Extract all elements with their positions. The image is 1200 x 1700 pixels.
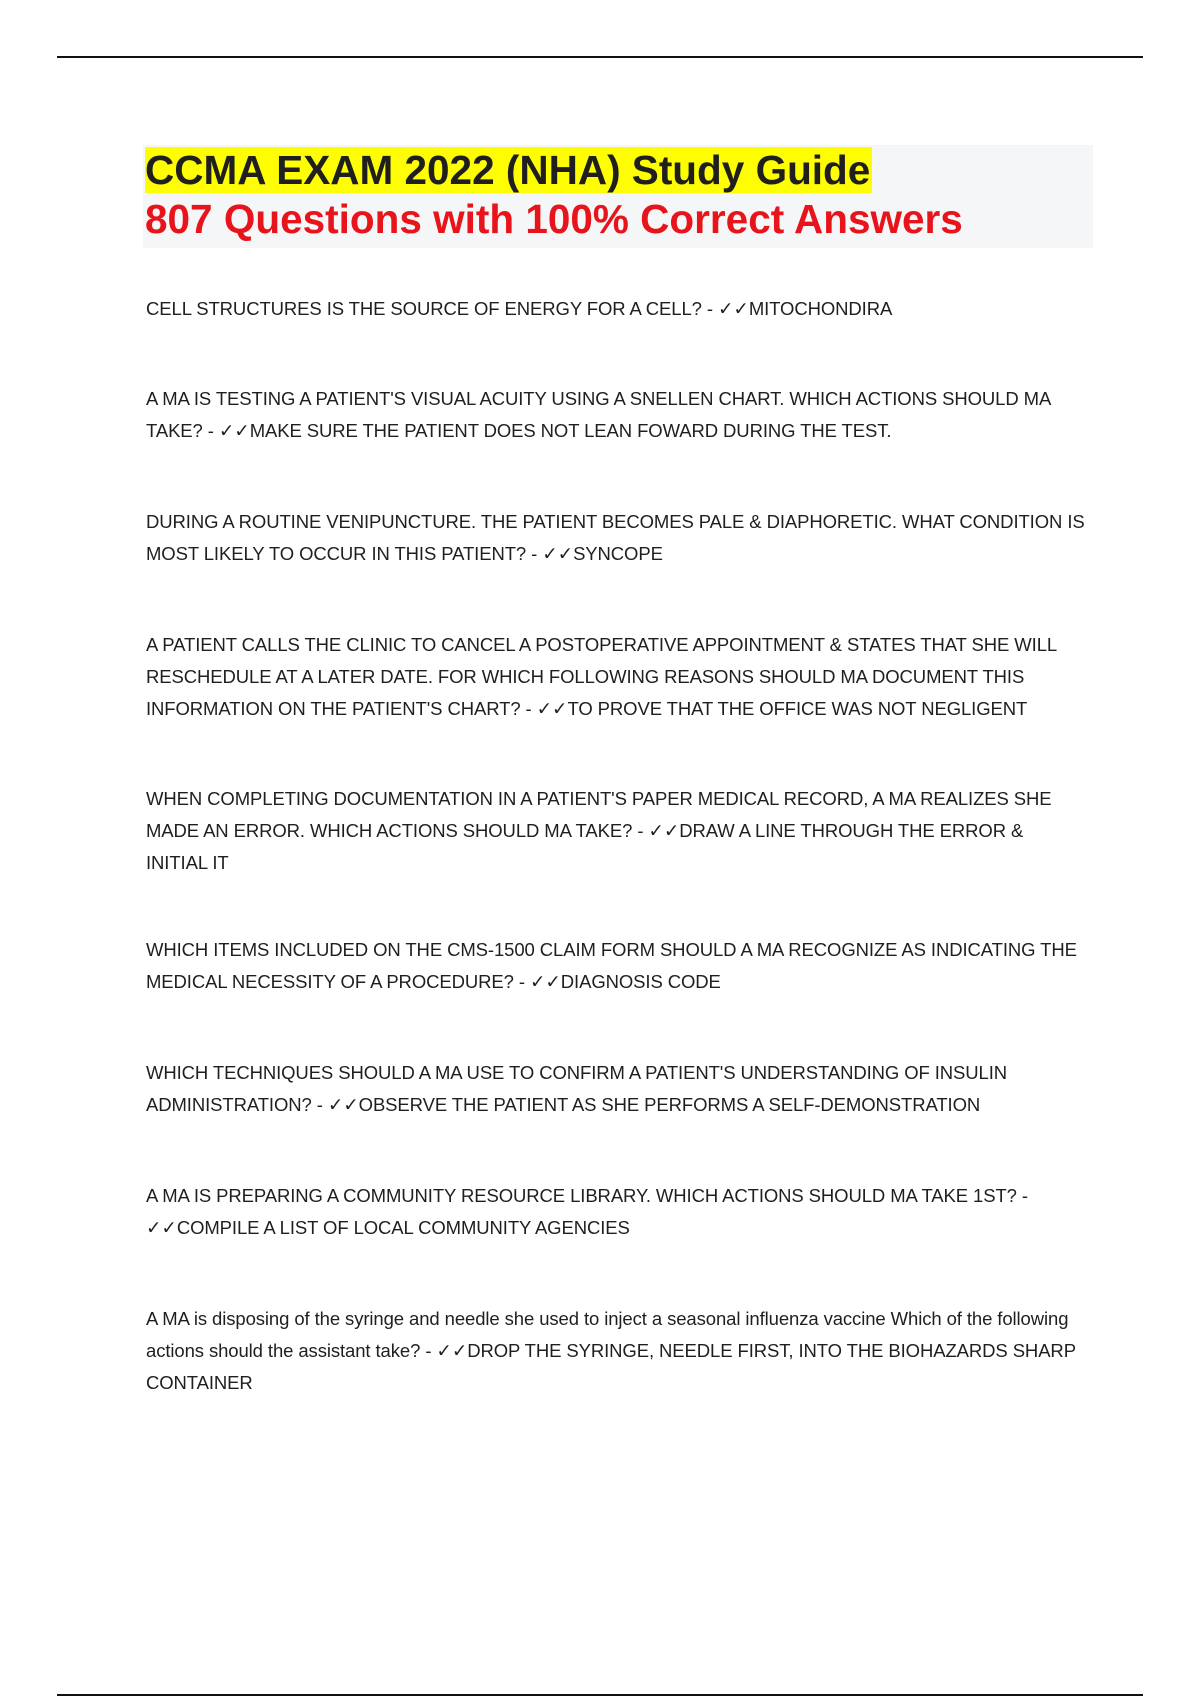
document-subtitle: 807 Questions with 100% Correct Answers [145, 196, 963, 242]
check-icon: ✓✓ [327, 1094, 359, 1115]
answer-text: DRAW A LINE THROUGH THE ERROR & INITIAL IT [146, 820, 1024, 873]
top-rule [57, 56, 1143, 58]
qa-item [146, 383, 1086, 447]
question-text: A MA IS PREPARING A COMMUNITY RESOURCE LIBRARY. WHICH ACTIONS SHOULD MA TAKE 1ST? [146, 1185, 1017, 1206]
check-icon: ✓✓ [718, 298, 749, 319]
check-icon: ✓✓ [529, 971, 561, 992]
qa-item [146, 629, 1086, 725]
question-text: A MA is disposing of the syringe and needle she used to inject a seasonal influenza vaccine Which of the following actions should the assistant take? [146, 1308, 1069, 1361]
qa-item [146, 506, 1086, 570]
separator: - [701, 298, 719, 319]
question-text: DURING A ROUTINE VENIPUNCTURE. THE PATIENT BECOMES PALE & DIAPHORETIC. WHAT CONDITION IS MOST LIKELY TO OCCUR IN THIS PATIENT? [146, 511, 1085, 564]
answer-text: COMPILE A LIST OF LOCAL COMMUNITY AGENCIES [176, 1217, 630, 1238]
answer-text: DIAGNOSIS CODE [560, 971, 721, 992]
check-icon: ✓✓ [542, 543, 574, 564]
check-icon: ✓✓ [536, 698, 568, 719]
separator: - [520, 698, 537, 719]
separator: - [202, 420, 219, 441]
question-text: WHICH TECHNIQUES SHOULD A MA USE TO CONFIRM A PATIENT'S UNDERSTANDING OF INSULIN ADMINISTRATION? [146, 1062, 1008, 1115]
question-text: CELL STRUCTURES IS THE SOURCE OF ENERGY FOR A CELL? [146, 298, 702, 319]
check-icon: ✓✓ [648, 820, 680, 841]
qa-item [146, 1180, 1086, 1244]
check-icon: ✓✓ [436, 1340, 468, 1361]
document-title [145, 146, 872, 194]
title-highlight: CCMA EXAM 2022 (NHA) Study Guide [145, 147, 871, 193]
separator: - [311, 1094, 328, 1115]
question-text: WHICH ITEMS INCLUDED ON THE CMS-1500 CLAIM FORM SHOULD A MA RECOGNIZE AS INDICATING THE MEDICAL NECESSITY OF A PROCEDURE? [146, 939, 1077, 992]
separator: - [513, 971, 530, 992]
separator: - [632, 820, 649, 841]
question-text: A MA IS TESTING A PATIENT'S VISUAL ACUITY USING A SNELLEN CHART. WHICH ACTIONS SHOULD MA TAKE? [146, 388, 1051, 441]
question-text: A PATIENT CALLS THE CLINIC TO CANCEL A POSTOPERATIVE APPOINTMENT & STATES THAT SHE WILL RESCHEDULE AT A LATER DATE. FOR WHICH FOLLOWING REASONS SHOULD MA DOCUMENT THIS INFORMATION ON THE PATIENT'S CHART? [146, 634, 1057, 719]
answer-text: DROP THE SYRINGE, NEEDLE FIRST, INTO THE BIOHAZARDS SHARP CONTAINER [146, 1340, 1076, 1393]
qa-item [146, 934, 1086, 998]
qa-item [146, 1057, 1086, 1121]
qa-item [146, 293, 1086, 325]
check-icon: ✓✓ [218, 420, 250, 441]
answer-text: MAKE SURE THE PATIENT DOES NOT LEAN FOWARD DURING THE TEST. [249, 420, 892, 441]
separator: - [526, 543, 543, 564]
answer-text: OBSERVE THE PATIENT AS SHE PERFORMS A SELF-DEMONSTRATION [358, 1094, 981, 1115]
qa-item [146, 1303, 1086, 1399]
answer-text: SYNCOPE [573, 543, 663, 564]
answer-text: MITOCHONDIRA [748, 298, 893, 319]
separator: - [1016, 1185, 1028, 1206]
title-block [143, 145, 1093, 248]
separator: - [420, 1340, 437, 1361]
bottom-rule [57, 1694, 1143, 1696]
answer-text: TO PROVE THAT THE OFFICE WAS NOT NEGLIGENT [567, 698, 1028, 719]
check-icon: ✓✓ [146, 1217, 177, 1238]
qa-item [146, 783, 1086, 879]
question-text: WHEN COMPLETING DOCUMENTATION IN A PATIENT'S PAPER MEDICAL RECORD, A MA REALIZES SHE MADE AN ERROR. WHICH ACTIONS SHOULD MA TAKE? [146, 788, 1052, 841]
